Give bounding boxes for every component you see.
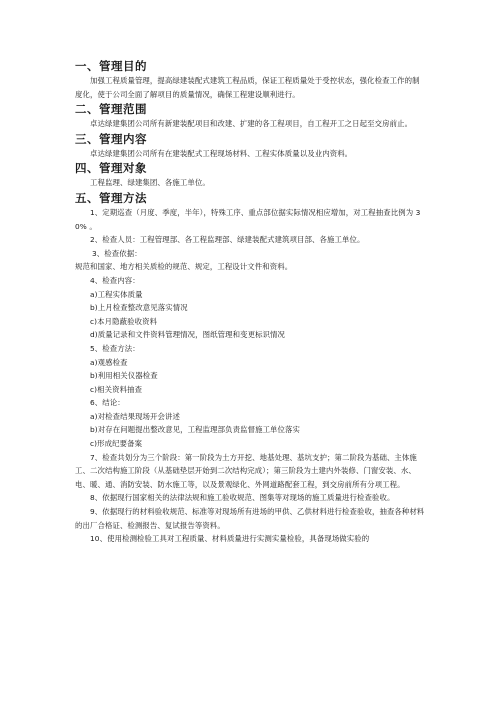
method-subitem: d)质量记录和文件资料管理情况，图纸管理和变更标识情况 <box>90 330 286 340</box>
section-heading: 一、管理目的 <box>75 59 147 73</box>
paragraph: 卓达绿建集团公司所有在建装配式工程现场材料、工程实体质量以及业内资料。 <box>90 148 353 158</box>
section-heading: 二、管理范围 <box>75 102 147 117</box>
method-subitem: c)形成纪要备案 <box>90 439 143 449</box>
section-purpose <box>75 58 427 101</box>
section-scope <box>75 101 427 131</box>
section-objects <box>75 160 427 190</box>
method-item: 3、检查依据： <box>92 248 142 258</box>
method-subitem: b)对存在问题提出整改意见，工程监理部负责监督施工单位落实 <box>90 425 301 435</box>
paragraph: 卓达绿建集团公司所有新建装配项目和改建、扩建的各工程项目，自工程开工之日起至交房前止。 <box>90 119 413 129</box>
document-page <box>75 58 427 546</box>
section-heading: 三、管理内容 <box>75 131 147 146</box>
method-subitem: a)对检查结果现场开会讲述 <box>90 411 181 421</box>
section-heading: 四、管理对象 <box>75 161 147 176</box>
method-item: 8、依据现行国家相关的法律法规和施工验收规范、图集等对现场的施工质量进行检查验收。 <box>90 493 395 503</box>
method-subitem: c)相关资料抽查 <box>90 384 143 394</box>
method-item: 7、检查共划分为三个阶段：第一阶段为土方开挖、地基处理、基坑支护；第二阶段为基础、主体施工、二次结构施工阶段（从基础垫层开始到二次结构完成）；第三阶段为土建内外装修、门窗安装、水、电、暖、通、消防安装、防水施工等，以及景观绿化、外网道路配套工程，到交房前所有分项工程。 <box>75 452 417 489</box>
section-heading: 五、管理方法 <box>75 190 147 205</box>
method-item: 10、使用检测检验工具对工程质量、材料质量进行实测实量检验，具备现场做实验的 <box>90 534 370 544</box>
method-item: 5、检查方法： <box>90 343 140 353</box>
method-item: 4、检查内容： <box>90 275 140 285</box>
method-subitem: b)上月检查整改意见落实情况 <box>90 303 188 313</box>
section-content <box>75 131 427 161</box>
method-item: 规范和国家、地方相关质检的规范、规定，工程设计文件和资料。 <box>75 262 293 272</box>
method-item: 9、依据现行的材料验收规范、标准等对现场所有进场的甲供、乙供材料进行检查验收，抽查各种材料的出厂合格证、检测报告、复试报告等资料。 <box>75 507 425 530</box>
paragraph: 工程监理、绿建集团、各施工单位。 <box>90 178 210 188</box>
section-methods <box>75 190 427 546</box>
paragraph: 加强工程质量管理，提高绿建装配式建筑工程品质，保证工程质量处于受控状态，强化检查工作的制度化，使于公司全面了解项目的质量情况，确保工程建设顺利进行。 <box>75 76 420 99</box>
method-subitem: b)利用相关仪器检查 <box>90 371 158 381</box>
method-subitem: a)观感检查 <box>90 357 128 367</box>
method-item: 2、检查人员：工程管理部、各工程监理部、绿建装配式建筑项目部、各施工单位。 <box>90 235 365 245</box>
method-item: 1、定期巡查（月度、季度，半年），特殊工序、重点部位据实际情况相应增加，对工程抽查比例为 30% 。 <box>75 207 421 231</box>
method-subitem: a)工程实体质量 <box>90 289 143 299</box>
method-subitem: c)本月隐蔽验收资料 <box>90 316 158 326</box>
method-item: 6、结论： <box>90 398 125 408</box>
